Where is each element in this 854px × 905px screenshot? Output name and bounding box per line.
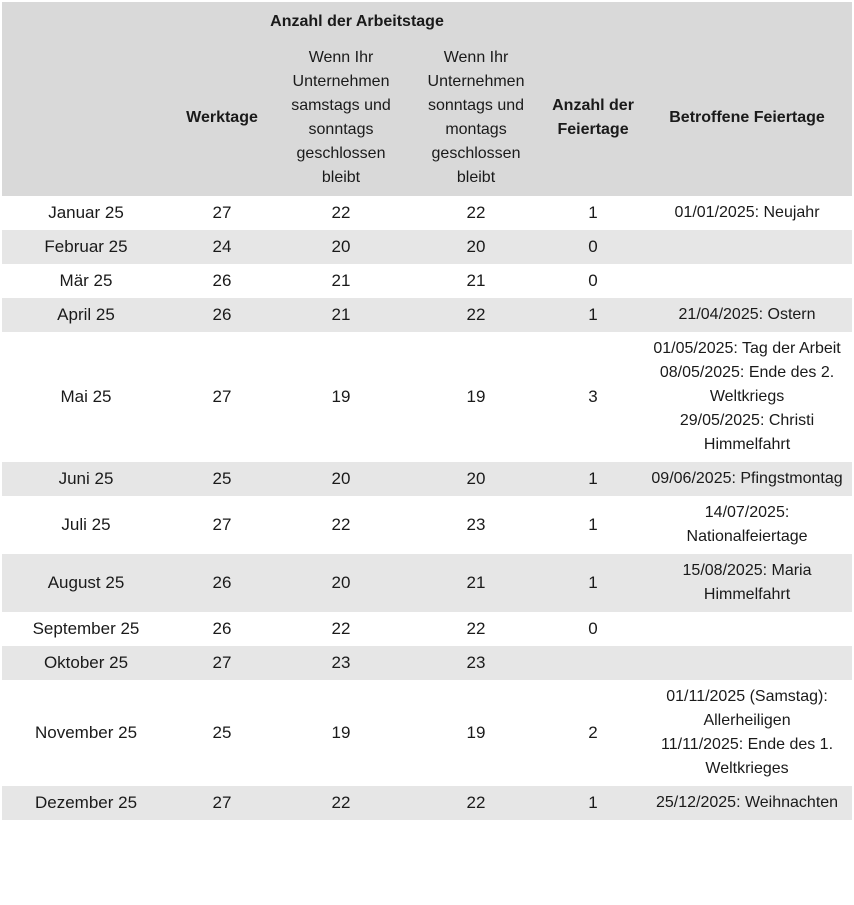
sun-mon-cell: 22	[408, 196, 544, 230]
sun-mon-cell: 22	[408, 786, 544, 820]
table-row	[2, 196, 852, 230]
feiertage-cell: 1	[544, 298, 642, 332]
holidays-cell	[642, 554, 852, 612]
werktage-cell: 26	[170, 554, 274, 612]
table-header	[2, 2, 852, 196]
werktage-cell: 27	[170, 496, 274, 554]
holidays-cell	[642, 496, 852, 554]
holidays-cell	[642, 298, 852, 332]
month-cell: Februar 25	[2, 230, 170, 264]
feiertage-cell: 1	[544, 196, 642, 230]
werktage-cell: 25	[170, 680, 274, 786]
sat-sun-cell: 23	[274, 646, 408, 680]
holidays-cell	[642, 646, 852, 680]
month-cell: Juli 25	[2, 496, 170, 554]
holiday-entry: 08/05/2025: Ende des 2. Weltkriegs	[659, 364, 835, 405]
holidays-cell	[642, 264, 852, 298]
feiertage-cell: 1	[544, 496, 642, 554]
month-cell: Mai 25	[2, 332, 170, 462]
holidays-cell	[642, 786, 852, 820]
month-cell: Mär 25	[2, 264, 170, 298]
header-sun-mon-closed: Wenn Ihr Unternehmen sonntags und montags geschlossen bleibt	[408, 39, 544, 196]
sun-mon-cell: 22	[408, 298, 544, 332]
sun-mon-cell: 21	[408, 554, 544, 612]
table-body	[2, 196, 852, 820]
table-row	[2, 230, 852, 264]
table-row	[2, 680, 852, 786]
holiday-entry: 14/07/2025: Nationalfeiertage	[686, 504, 808, 545]
feiertage-cell: 3	[544, 332, 642, 462]
feiertage-cell: 0	[544, 230, 642, 264]
holidays-cell	[642, 230, 852, 264]
working-days-table	[2, 2, 852, 820]
header-werktage: Werktage	[170, 39, 274, 196]
sun-mon-cell: 23	[408, 646, 544, 680]
werktage-cell: 26	[170, 264, 274, 298]
sun-mon-cell: 20	[408, 462, 544, 496]
holidays-cell	[642, 196, 852, 230]
month-cell: November 25	[2, 680, 170, 786]
header-empty-top-betroffene	[642, 2, 852, 39]
table-row	[2, 264, 852, 298]
header-empty-top	[2, 2, 170, 39]
month-cell: August 25	[2, 554, 170, 612]
sun-mon-cell: 23	[408, 496, 544, 554]
werktage-cell: 26	[170, 612, 274, 646]
holidays-cell	[642, 332, 852, 462]
table-row	[2, 646, 852, 680]
table-row	[2, 612, 852, 646]
sat-sun-cell: 22	[274, 786, 408, 820]
header-month-empty	[2, 39, 170, 196]
month-cell: Dezember 25	[2, 786, 170, 820]
feiertage-cell	[544, 646, 642, 680]
sat-sun-cell: 22	[274, 612, 408, 646]
holiday-entry: 15/08/2025: Maria Himmelfahrt	[682, 562, 812, 603]
werktage-cell: 25	[170, 462, 274, 496]
feiertage-cell: 1	[544, 554, 642, 612]
holiday-entry: 01/01/2025: Neujahr	[674, 204, 820, 221]
table-row	[2, 496, 852, 554]
header-feiertage-count: Anzahl der Feiertage	[544, 39, 642, 196]
table-row	[2, 786, 852, 820]
sat-sun-cell: 19	[274, 332, 408, 462]
sat-sun-cell: 22	[274, 196, 408, 230]
werktage-cell: 27	[170, 786, 274, 820]
month-cell: April 25	[2, 298, 170, 332]
holidays-cell	[642, 612, 852, 646]
sat-sun-cell: 20	[274, 230, 408, 264]
header-group-title: Anzahl der Arbeitstage	[170, 2, 544, 39]
table-row	[2, 462, 852, 496]
holiday-entry: 29/05/2025: Christi Himmelfahrt	[679, 412, 815, 453]
sun-mon-cell: 20	[408, 230, 544, 264]
holiday-entry: 21/04/2025: Ostern	[678, 306, 816, 323]
sat-sun-cell: 20	[274, 554, 408, 612]
feiertage-cell: 0	[544, 264, 642, 298]
month-cell: September 25	[2, 612, 170, 646]
feiertage-cell: 1	[544, 786, 642, 820]
werktage-cell: 26	[170, 298, 274, 332]
sat-sun-cell: 20	[274, 462, 408, 496]
feiertage-cell: 0	[544, 612, 642, 646]
holiday-entry: 11/11/2025: Ende des 1. Weltkrieges	[661, 736, 834, 777]
table-row	[2, 298, 852, 332]
sun-mon-cell: 19	[408, 680, 544, 786]
header-sat-sun-closed: Wenn Ihr Unternehmen samstags und sonntags geschlossen bleibt	[274, 39, 408, 196]
sat-sun-cell: 19	[274, 680, 408, 786]
month-cell: Januar 25	[2, 196, 170, 230]
holidays-cell	[642, 680, 852, 786]
werktage-cell: 27	[170, 646, 274, 680]
sat-sun-cell: 22	[274, 496, 408, 554]
holiday-entry: 25/12/2025: Weihnachten	[655, 794, 839, 811]
sun-mon-cell: 22	[408, 612, 544, 646]
table-row	[2, 554, 852, 612]
feiertage-cell: 2	[544, 680, 642, 786]
werktage-cell: 27	[170, 332, 274, 462]
table-row	[2, 332, 852, 462]
header-empty-top-feiertage	[544, 2, 642, 39]
feiertage-cell: 1	[544, 462, 642, 496]
holiday-entry: 01/11/2025 (Samstag): Allerheiligen	[666, 688, 828, 729]
month-cell: Juni 25	[2, 462, 170, 496]
werktage-cell: 27	[170, 196, 274, 230]
holiday-entry: 01/05/2025: Tag der Arbeit	[653, 340, 841, 357]
holiday-entry: 09/06/2025: Pfingstmontag	[651, 470, 843, 487]
sat-sun-cell: 21	[274, 264, 408, 298]
sun-mon-cell: 21	[408, 264, 544, 298]
header-betroffene-feiertage: Betroffene Feiertage	[642, 39, 852, 196]
month-cell: Oktober 25	[2, 646, 170, 680]
werktage-cell: 24	[170, 230, 274, 264]
sat-sun-cell: 21	[274, 298, 408, 332]
sun-mon-cell: 19	[408, 332, 544, 462]
holidays-cell	[642, 462, 852, 496]
